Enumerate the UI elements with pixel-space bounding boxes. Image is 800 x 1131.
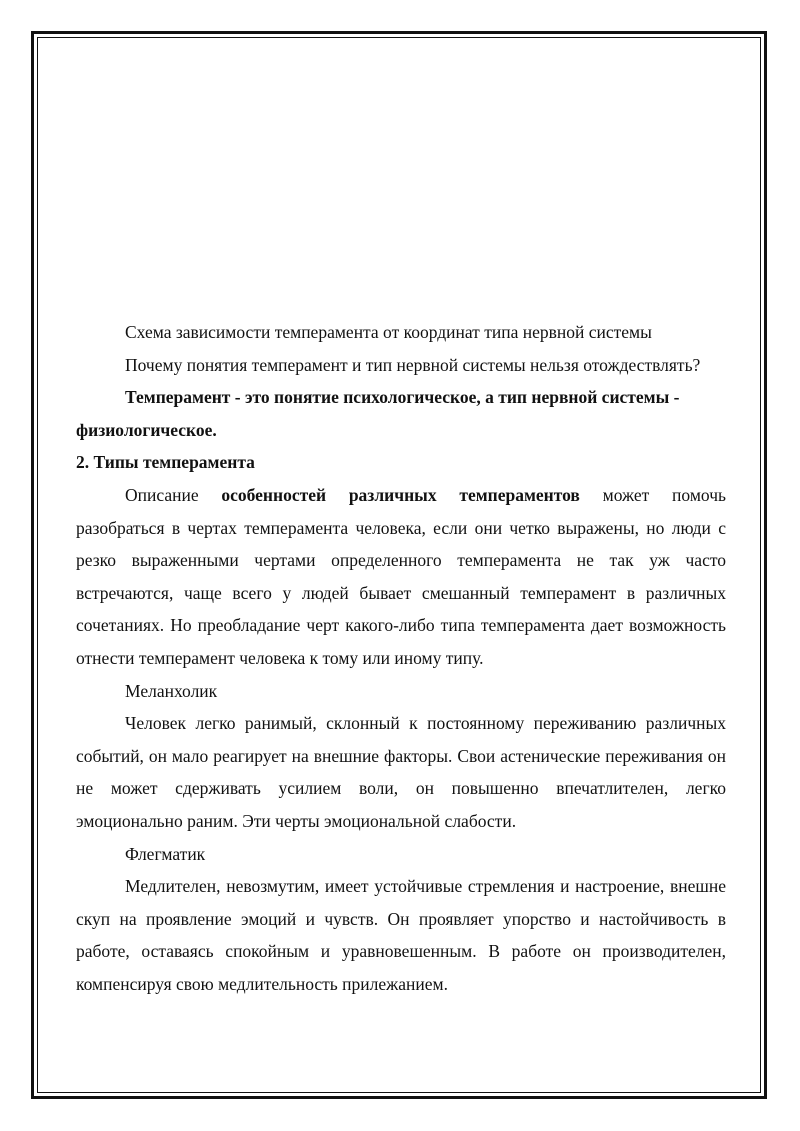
type-name-melancholic: Меланхолик xyxy=(125,680,218,701)
intro-lead: Описание xyxy=(125,484,222,505)
type-description-phlegmatic: Медлителен, невозмутим, имеет устойчивые стремления и настроение, внешне скуп на проявление эмоций и чувств. Он проявляет упорство и настойчивость в работе, оставаясь спокойным и уравновешенным. В работе он производителен, компенсируя свою медлительность прилежанием. xyxy=(76,876,726,994)
answer-paragraph: Темперамент - это понятие психологическое, а тип нервной системы - физиологическое. xyxy=(76,387,680,440)
section-heading: 2. Типы темперамента xyxy=(76,452,255,473)
intro-rest: может помочь разобраться в чертах темперамента человека, если они четко выражены, но люди с резко выраженными чертами определенного темперамента не так уж часто встречаются, чаще всего у людей бывает смешанный темперамент в различных сочетаниях. Но преобладание черт какого-либо типа темперамента дает возможность отнести темперамент человека к тому или иному типу. xyxy=(76,484,726,668)
document-body xyxy=(76,316,726,1000)
type-name-phlegmatic: Флегматик xyxy=(125,843,206,864)
scheme-caption: Схема зависимости темперамента от координат типа нервной системы xyxy=(125,322,652,342)
type-description-melancholic: Человек легко ранимый, склонный к постоянному переживанию различных событий, он мало реагирует на внешние факторы. Свои астенические переживания он не может сдерживать усилием воли, он повышенно впечатлителен, легко эмоционально раним. Эти черты эмоциональной слабости. xyxy=(76,713,726,831)
intro-paragraph xyxy=(76,479,726,675)
intro-bold-phrase: особенностей различных темпераментов xyxy=(221,484,580,505)
question-paragraph: Почему понятия темперамент и тип нервной системы нельзя отождествлять? xyxy=(125,354,701,375)
